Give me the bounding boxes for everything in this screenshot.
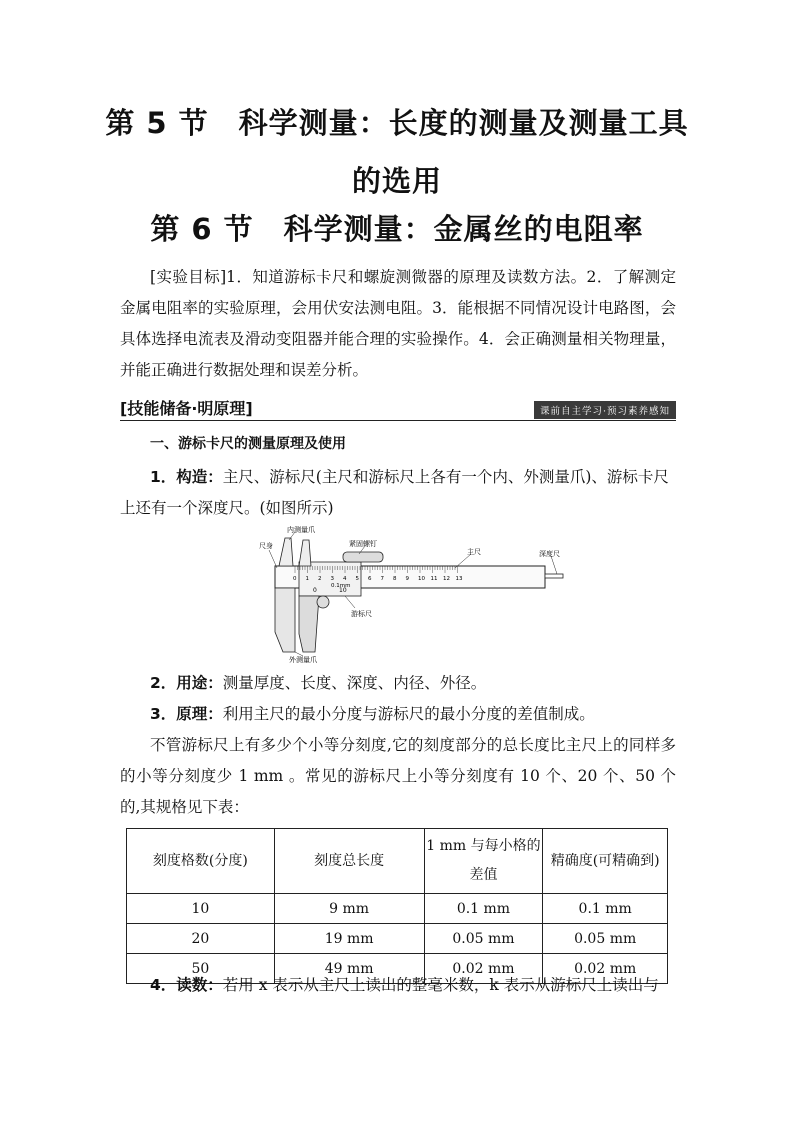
reading-text: 若用 x 表示从主尺上读出的整毫米数，k 表示从游标尺上读出与: [222, 976, 659, 994]
objective-label: [实验目标]: [150, 268, 227, 286]
table-cell: 0.02 mm: [543, 954, 668, 984]
main-scale-tick-label: 5: [355, 576, 359, 582]
main-scale-tick-label: 1: [305, 576, 309, 582]
construct-text: 主尺、游标尺(主尺和游标尺上各有一个内、外测量爪)、游标卡尺上还有一个深度尺。(如图所示): [120, 468, 669, 517]
table-header-cell: 精确度(可精确到): [543, 829, 668, 894]
label-vernier: 游标尺: [351, 610, 372, 618]
table-cell: 9 mm: [274, 894, 424, 924]
principle-item: [120, 699, 676, 730]
main-scale-tick-label: 12: [443, 576, 450, 582]
page-subtitle: 第 6 节 科学测量：金属丝的电阻率: [150, 212, 644, 246]
label-screw: 紧固螺钉: [349, 540, 377, 548]
label-outer-jaw: 外测量爪: [289, 656, 317, 664]
construct-label: 1．构造：: [150, 468, 223, 486]
table-cell: 0.02 mm: [424, 954, 543, 984]
main-scale-tick-label: 0: [293, 576, 297, 582]
table-cell: 19 mm: [274, 924, 424, 954]
main-scale-tick-label: 8: [393, 576, 397, 582]
main-scale-tick-label: 7: [380, 576, 384, 582]
use-item: [120, 668, 676, 699]
skill-bar-title: [技能储备·明原理]: [120, 399, 253, 418]
main-scale-tick-label: 6: [368, 576, 372, 582]
page-title: [90, 94, 704, 210]
use-label: 2．用途：: [150, 674, 223, 692]
principle-text: 利用主尺的最小分度与游标尺的最小分度的差值制成。: [222, 705, 595, 723]
label-body: 尺身: [259, 542, 273, 550]
table-row: [127, 894, 668, 924]
table-header-cell: 刻度总长度: [274, 829, 424, 894]
table-header-cell: 刻度格数(分度): [127, 829, 275, 894]
main-scale-tick-label: 13: [455, 576, 463, 582]
title-line-2: 的选用: [351, 164, 442, 198]
skill-bar: [120, 396, 676, 421]
section-heading: 一、游标卡尺的测量原理及使用: [150, 436, 346, 452]
label-inner-jaw: 内测量爪: [287, 526, 315, 534]
use-text: 测量厚度、长度、深度、内径、外径。: [222, 674, 487, 692]
vernier-tick-0: 0: [313, 587, 317, 594]
table-header-cell: 1 mm 与每小格的差值: [424, 829, 543, 894]
table-header-row: [127, 829, 668, 894]
skill-bar-tag: 课前自主学习·预习素养感知: [534, 401, 676, 419]
construct-item: [120, 462, 676, 524]
main-scale-tick-label: 9: [405, 576, 409, 582]
vernier-tick-10: 10: [339, 587, 347, 594]
label-depth: 深度尺: [539, 550, 560, 558]
main-scale-tick-label: 3: [330, 576, 334, 582]
main-scale-tick-label: 11: [430, 576, 438, 582]
table-cell: 50: [127, 954, 275, 984]
principle-label: 3．原理：: [150, 705, 223, 723]
table-cell: 0.05 mm: [543, 924, 668, 954]
precision-label: 0.1mm: [331, 583, 351, 589]
objective-paragraph: [120, 262, 676, 386]
reading-label: 4．读数：: [150, 976, 223, 994]
table-cell: 10: [127, 894, 275, 924]
specification-table: [126, 828, 668, 984]
principle-paragraph: 不管游标尺上有多少个小等分刻度,它的刻度部分的总长度比主尺上的同样多的小等分刻度少 1 mm 。常见的游标尺上小等分刻度有 10 个、20 个、50 个的,其规格见下表：: [120, 736, 676, 816]
title-line-1: 第 5 节 科学测量：长度的测量及测量工具: [105, 106, 689, 140]
table-cell: 0.1 mm: [543, 894, 668, 924]
main-scale-tick-label: 2: [318, 576, 322, 582]
main-scale-tick-label: 4: [343, 576, 347, 582]
table-cell: 49 mm: [274, 954, 424, 984]
objective-text: 1．知道游标卡尺和螺旋测微器的原理及读数方法。2．了解测定金属电阻率的实验原理，会用伏安法测电阻。3．能根据不同情况设计电路图，会具体选择电流表及滑动变阻器并能合理的实验操作。4．会正确测量相关物理量，并能正确进行数据处理和误差分析。: [120, 268, 676, 379]
table-cell: 0.05 mm: [424, 924, 543, 954]
main-scale-tick-label: 10: [418, 576, 425, 582]
table-cell: 20: [127, 924, 275, 954]
label-main-scale: 主尺: [467, 548, 481, 556]
table-row: [127, 924, 668, 954]
table-cell: 0.1 mm: [424, 894, 543, 924]
reading-item: [120, 970, 676, 1001]
vernier-caliper-figure: [255, 524, 575, 664]
